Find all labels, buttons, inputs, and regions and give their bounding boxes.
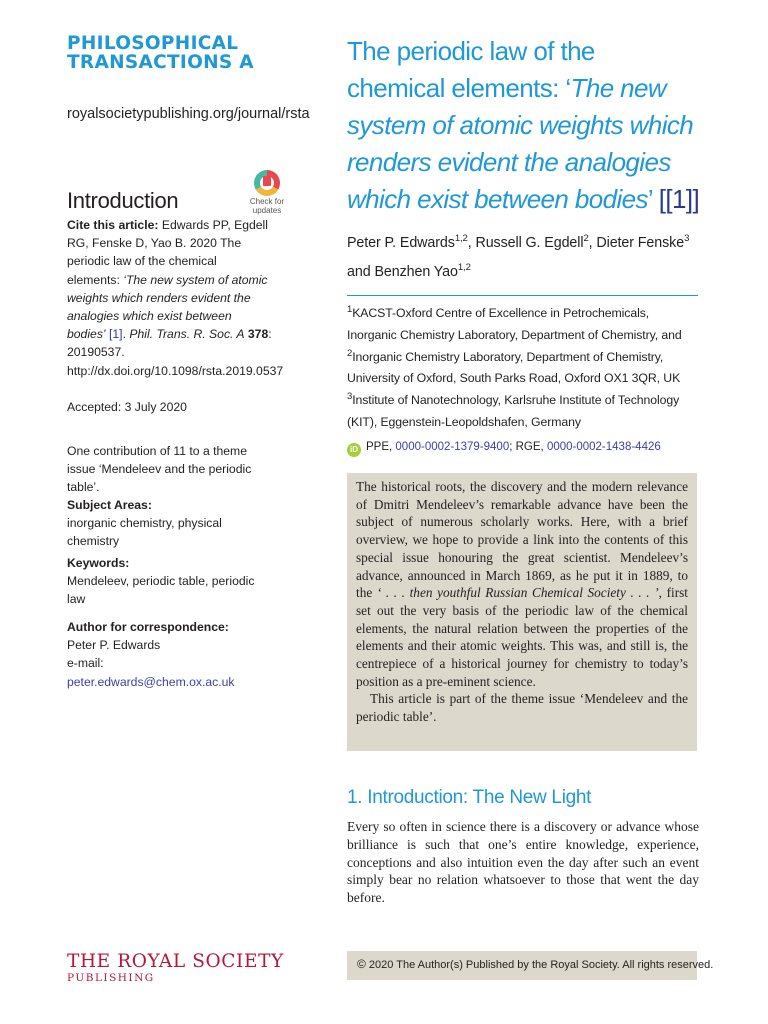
cite-ref-link[interactable]: [1] <box>109 327 123 342</box>
author-list: Peter P. Edwards$^{1,2}$, Russell G. Egdell$^2$, Dieter Fenske$^3$ and Benzhen Yao$^{1,2}$ <box>347 233 690 280</box>
cite-doi[interactable]: http://dx.doi.org/10.1098/rsta.2019.0537 <box>67 363 284 378</box>
cite-title: ‘The new system of atomic weights which renders evident the analogies which exist between bodies’ <box>67 272 268 342</box>
orcid-link-rge[interactable]: 0000-0002-1438-4426 <box>546 441 661 453</box>
copyright-text: © 2020 The Author(s) Published by the Royal Society. All rights reserved. <box>357 957 714 971</box>
keywords-value: Mendeleev, periodic table, periodic law <box>67 574 255 607</box>
article-title: The periodic law of the chemical elements: ‘The new system of atomic weights which renders evident the analogies which exist between bodies’ [[1]] <box>347 36 700 214</box>
correspondence-name: Peter P. Edwards <box>67 638 161 653</box>
journal-name-line1: PHILOSOPHICAL <box>67 33 239 54</box>
journal-url[interactable]: royalsocietypublishing.org/journal/rsta <box>67 106 310 122</box>
accepted-date: Accepted: 3 July 2020 <box>67 400 187 414</box>
affiliations: $^1$KACST-Oxford Centre of Excellence in Petrochemicals, Inorganic Chemistry Laboratory, Department of Chemistry, and $^2$Inorganic Chemistry Laboratory, Department of Chemistry, University of Oxford, South Parks Road, Oxford OX1 3QR, UK $^3$Institute of Nanotechnology, Karlsruhe Institute of Technology (KIT), Eggenstein-Leopoldshafen, Germany <box>347 303 682 429</box>
check-for-updates-badge[interactable] <box>244 170 290 220</box>
author-name: Peter P. Edwards <box>347 235 455 251</box>
subject-areas <box>67 496 272 551</box>
citation-block: Cite this article: Edwards PP, Egdell RG, Fenske D, Yao B. 2020 The periodic law of the chemical elements: ‘The new system of atomic weights which renders evident the analogies which exist between bodies’ [1]. Phil. Trans. R. Soc. A 378: 20190537. http://dx.doi.org/10.1098/rsta.2019.0537 <box>67 218 284 378</box>
journal-name-line2: TRANSACTIONS A <box>67 52 254 73</box>
divider <box>347 295 698 296</box>
author-name: Benzhen Yao <box>374 264 458 280</box>
abstract-text: The historical roots, the discovery and the modern relevance of Dmitri Mendeleev’s remarkable advance have been the subject of numerous scholarly works. Here, with a brief overview, we hope to provide a link into the contents of this special issue honouring the great scientist. Mendeleev’s advance, announced in March 1869, as he put it in 1889, to the ‘ . . . then youthful Russian Chemical Society . . . ’, first set out the very basis of the periodic law of the chemical elements, the natural relation between the properties of the elements and their atomic weights. This was, and still is, the centrepiece of a historical journey for chemistry to today’s position as a pre-eminent science. This article is part of the theme issue ‘Mendeleev and the periodic table’. <box>356 479 688 725</box>
orcid-icon: iD <box>347 443 361 457</box>
keywords-label: Keywords: <box>67 556 130 570</box>
check-updates-icon <box>254 170 280 196</box>
check-updates-label: Check for updates <box>249 197 285 215</box>
publisher-sub: PUBLISHING <box>67 972 155 984</box>
theme-contribution: One contribution of 11 to a theme issue ‘Mendeleev and the periodic table’. <box>67 444 252 495</box>
author-name: Russell G. Egdell <box>475 235 584 251</box>
cite-journal: Phil. Trans. R. Soc. A <box>129 327 245 342</box>
section-heading: 1. Introduction: The New Light <box>347 787 592 808</box>
publisher-logo <box>67 952 284 984</box>
email-label: e-mail: <box>67 656 104 671</box>
author-name: Dieter Fenske <box>596 235 685 251</box>
journal-name <box>67 34 327 72</box>
copyright-icon: © <box>357 957 366 971</box>
keywords <box>67 554 272 609</box>
email-link[interactable]: peter.edwards@chem.ox.ac.uk <box>67 674 235 689</box>
cite-authors: Edwards PP, Egdell RG, Fenske D, Yao B. 2020 The periodic law of the chemical elements: <box>67 218 268 287</box>
body-paragraph: Every so often in science there is a discovery or advance whose brilliance is such that one’s entire knowledge, experience, conceptions and also intuition even the day after such an event simply bear no relation whatsoever to those that went the day before. <box>347 819 699 906</box>
orcid-line: iD PPE, 0000-0002-1379-9400; RGE, 0000-0002-1438-4426 <box>347 441 661 457</box>
cite-article-no: : 20190537. <box>67 327 272 360</box>
copyright-box <box>347 951 714 980</box>
title-ref-link[interactable]: [1] <box>665 184 693 214</box>
subject-areas-value: inorganic chemistry, physical chemistry <box>67 516 222 549</box>
cite-label: Cite this article: <box>67 218 159 232</box>
section-label: Introduction <box>67 188 179 213</box>
abstract-box <box>347 473 697 751</box>
subject-areas-label: Subject Areas: <box>67 498 152 512</box>
correspondence-label: Author for correspondence: <box>67 620 229 634</box>
orcid-link-ppe[interactable]: 0000-0002-1379-9400 <box>395 441 510 453</box>
cite-volume: 378 <box>247 327 269 342</box>
correspondence <box>67 618 272 691</box>
publisher-name: THE ROYAL SOCIETY <box>67 951 284 972</box>
